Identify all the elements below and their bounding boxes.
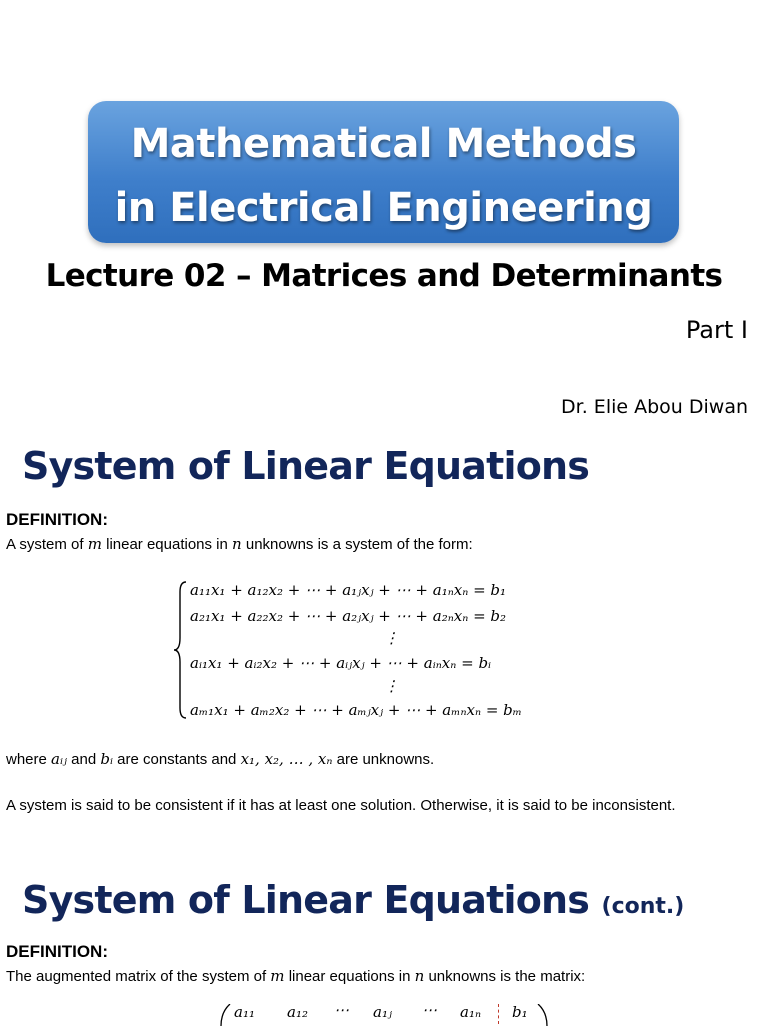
left-brace [172, 580, 188, 720]
equation-row-1: a₁₁x₁ + a₁₂x₂ + ⋯ + a₁ⱼxⱼ + ⋯ + a₁ₙxₙ = b₁ [190, 581, 507, 599]
section-heading-cont [22, 878, 684, 922]
section-heading: System of Linear Equations [22, 444, 590, 488]
matrix-entry: b₁ [512, 1003, 528, 1021]
definition-label: DEFINITION: [6, 942, 108, 961]
matrix-entry: a₁₂ [287, 1003, 308, 1021]
cont-suffix: (cont.) [601, 894, 685, 919]
math-n: n [414, 967, 425, 985]
text-fragment: and [66, 751, 101, 768]
augment-divider [498, 1004, 499, 1024]
text-fragment: A system of [6, 536, 88, 553]
math-m: m [87, 535, 102, 553]
text-fragment: unknowns is the matrix: [424, 968, 586, 985]
matrix-entry: a₁ⱼ [373, 1003, 392, 1021]
text-fragment: are constants and [112, 751, 241, 768]
matrix-entry: a₁ₙ [460, 1003, 482, 1021]
math-n: n [232, 535, 242, 553]
definition-text [6, 533, 763, 556]
matrix-right-paren [536, 1004, 550, 1026]
equation-row-i: aᵢ₁x₁ + aᵢ₂x₂ + ⋯ + aᵢⱼxⱼ + ⋯ + aᵢₙxₙ = bᵢ [190, 654, 492, 672]
lecture-title: Lecture 02 – Matrices and Determinants [45, 258, 723, 294]
consistency-text: A system is said to be consistent if it has at least one solution. Otherwise, it is said to be inconsistent. [6, 797, 676, 814]
text-fragment: unknowns is a system of the form: [241, 536, 473, 553]
text-fragment: linear equations in [101, 536, 233, 553]
matrix-entry: ⋯ [334, 1001, 349, 1019]
vertical-ellipsis: ⋮ [384, 677, 399, 695]
text-fragment: linear equations in [284, 968, 415, 985]
matrix-entry: a₁₁ [234, 1003, 255, 1021]
section-heading-text: System of Linear Equations [22, 878, 590, 922]
course-title-line2: in Electrical Engineering [114, 185, 653, 231]
course-title-line1: Mathematical Methods [130, 121, 637, 167]
text-fragment: where [6, 751, 52, 768]
text-fragment: are unknowns. [332, 751, 435, 768]
definition-label: DEFINITION: [6, 510, 108, 529]
where-text [6, 748, 763, 771]
vertical-ellipsis: ⋮ [384, 629, 399, 647]
augmented-definition-text [6, 965, 763, 988]
equation-row-2: a₂₁x₁ + a₂₂x₂ + ⋯ + a₂ⱼxⱼ + ⋯ + a₂ₙxₙ = b₂ [190, 607, 507, 625]
math-m: m [270, 967, 285, 985]
author-name: Dr. Elie Abou Diwan [561, 396, 748, 418]
course-title [88, 112, 679, 240]
math-x-list: x₁, x₂, … , xₙ [240, 750, 333, 768]
part-label: Part I [685, 316, 748, 344]
matrix-entry: ⋯ [422, 1001, 437, 1019]
text-fragment: The augmented matrix of the system of [6, 968, 271, 985]
matrix-left-paren [218, 1004, 232, 1026]
math-bi: bᵢ [100, 750, 113, 768]
math-aij: aᵢⱼ [51, 750, 67, 768]
equation-row-m: aₘ₁x₁ + aₘ₂x₂ + ⋯ + aₘⱼxⱼ + ⋯ + aₘₙxₙ = bₘ [190, 701, 522, 719]
